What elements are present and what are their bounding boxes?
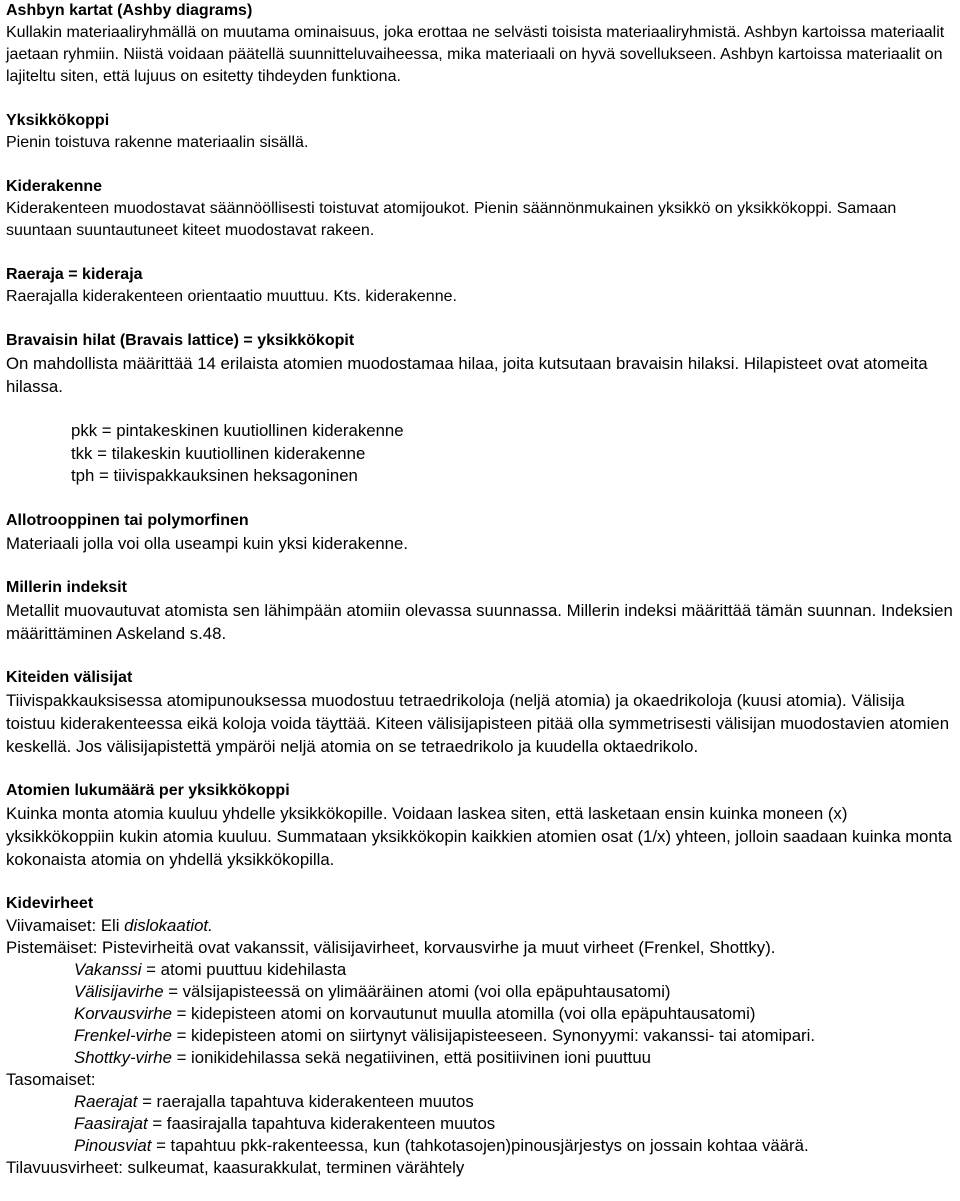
section-text: Kiderakenteen muodostavat säännööllisesti toistuvat atomijoukot. Pienin säännönmukainen yksikkö on yksikkökoppi. Samaan suuntaan suuntautuneet kiteet muodostavat rakeen. — [6, 200, 897, 239]
abbreviation-item: tkk = tilakeskin kuutiollinen kiderakenne — [71, 443, 366, 463]
section-text: Pienin toistuva rakenne materiaalin sisällä. — [6, 134, 309, 151]
section-heading: Kiteiden välisijat — [6, 668, 133, 686]
defect-desc: = atomi puuttuu kidehilasta — [141, 959, 347, 979]
section-heading: Kidevirheet — [6, 894, 94, 912]
section-valisijat — [6, 667, 956, 758]
abbreviation-item: tph = tiivispakkauksinen heksagoninen — [71, 466, 358, 485]
section-heading: Millerin indeksit — [6, 578, 127, 596]
viivamaiset-term: dislokaatiot. — [124, 915, 213, 935]
defect-item — [6, 1113, 956, 1135]
pistemaiset-line: Pistemäiset: Pistevirheitä ovat vakanssit, välisijavirheet, korvausvirhe ja muut virheet (Frenkel, Shottky). — [6, 937, 776, 957]
section-miller — [6, 577, 956, 645]
defect-desc: = kidepisteen atomi on korvautunut muulla atomilla (voi olla epäpuhtausatomi) — [171, 1003, 756, 1023]
section-text: Raerajalla kiderakenteen orientaatio muuttuu. Kts. kiderakenne. — [6, 288, 457, 305]
section-heading: Allotrooppinen tai polymorfinen — [6, 511, 249, 529]
document-page — [6, 0, 956, 1179]
defect-item — [6, 1047, 956, 1069]
section-yksikkokoppi — [6, 110, 956, 154]
section-bravais — [6, 330, 956, 398]
section-kiderakenne — [6, 176, 956, 242]
section-kidevirheet — [6, 893, 956, 1179]
defect-item — [6, 981, 956, 1003]
defect-item — [6, 1091, 956, 1113]
defect-desc: = raerajalla tapahtuva kiderakenteen muutos — [137, 1091, 474, 1111]
viivamaiset-label: Viivamaiset: Eli — [6, 915, 125, 935]
defect-term: Välisijavirhe — [74, 981, 164, 1001]
defect-item — [6, 1003, 956, 1025]
defect-term: Pinousviat — [74, 1135, 152, 1155]
defect-desc: = ionikidehilassa sekä negatiivinen, että positiivinen ioni puuttuu — [171, 1047, 651, 1067]
section-text: On mahdollista määrittää 14 erilaista atomien muodostamaa hilaa, joita kutsutaan bravaisin hilaksi. Hilapisteet ovat atomeita hilassa. — [6, 354, 928, 396]
abbreviation-item: pkk = pintakeskinen kuutiollinen kiderakenne — [71, 421, 404, 440]
section-text: Tiivispakkauksisessa atomipunouksessa muodostuu tetraedrikoloja (neljä atomia) ja okaedrikoloja (kuusi atomia). Välisija toistuu kiderakenteessa eikä koloja voida täyttää. Kiteen välisijapisteen pitää olla symmetrisesti välisijan muodostavien atomien keskellä. Jos välisijapistettä ympäröi neljä atomia on se tetraedrikolo ja kuudella oktaedrikolo. — [6, 690, 950, 756]
section-lukumaara — [6, 780, 956, 871]
section-raeraja — [6, 264, 956, 308]
defect-item — [6, 1135, 956, 1157]
tasomaiset-line: Tasomaiset: — [6, 1069, 96, 1089]
section-text: Metallit muovautuvat atomista sen lähimpään atomiin olevassa suunnassa. Millerin indeksi määrittää tämän suunnan. Indeksien määrittäminen Askeland s.48. — [6, 600, 953, 643]
section-heading: Raeraja = kideraja — [6, 266, 143, 283]
defect-item — [6, 959, 956, 981]
tilavuusvirheet-line: Tilavuusvirheet: sulkeumat, kaasurakkulat, terminen värähtely — [6, 1157, 465, 1177]
section-heading: Kiderakenne — [6, 178, 103, 195]
section-text: Materiaali jolla voi olla useampi kuin yksi kiderakenne. — [6, 533, 409, 553]
defect-term: Faasirajat — [74, 1113, 148, 1133]
section-heading: Atomien lukumäärä per yksikkökoppi — [6, 781, 290, 799]
defect-item — [6, 1025, 956, 1047]
defect-desc: = välsijapisteessä on ylimääräinen atomi (voi olla epäpuhtausatomi) — [163, 981, 671, 1001]
defect-term: Shottky-virhe — [74, 1047, 172, 1067]
abbreviation-list — [6, 420, 956, 488]
defect-term: Korvausvirhe — [74, 1003, 172, 1023]
defect-term: Frenkel-virhe — [74, 1025, 172, 1045]
defect-desc: = kidepisteen atomi on siirtynyt välisijapisteeseen. Synonyymi: vakanssi- tai atomipari. — [171, 1025, 816, 1045]
section-allotrooppinen — [6, 510, 956, 555]
defect-term: Raerajat — [74, 1091, 138, 1111]
section-heading: Ashbyn kartat (Ashby diagrams) — [6, 2, 253, 19]
defect-term: Vakanssi — [74, 959, 142, 979]
section-heading: Bravaisin hilat (Bravais lattice) = yksikkökopit — [6, 332, 355, 349]
section-ashby — [6, 0, 956, 88]
viivamaiset-line — [6, 915, 956, 937]
defect-desc: = tapahtuu pkk-rakenteessa, kun (tahkotasojen)pinousjärjestys on jossain kohtaa väärä. — [151, 1135, 809, 1155]
section-text: Kullakin materiaaliryhmällä on muutama ominaisuus, joka erottaa ne selvästi toisista materiaaliryhmistä. Ashbyn kartoissa materiaalit jaetaan ryhmiin. Niistä voidaan päätellä suunnitteluvaiheessa, mika materiaali on hyvä sovellukseen. Ashbyn kartoissa materiaalit on lajiteltu siten, että lujuus on esitetty tihdeyden funktiona. — [6, 24, 945, 85]
section-heading: Yksikkökoppi — [6, 112, 110, 129]
defect-desc: = faasirajalla tapahtuva kiderakenteen muutos — [147, 1113, 496, 1133]
section-text: Kuinka monta atomia kuuluu yhdelle yksikkökopille. Voidaan laskea siten, että lasketaan ensin kuinka moneen (x) yksikkökoppiin kukin atomia kuuluu. Summataan yksikkökopin kaikkien atomien osat (1/x) yhteen, jolloin saadaan kuinka monta kokonaista atomia on yhdellä yksikkökopilla. — [6, 803, 952, 869]
